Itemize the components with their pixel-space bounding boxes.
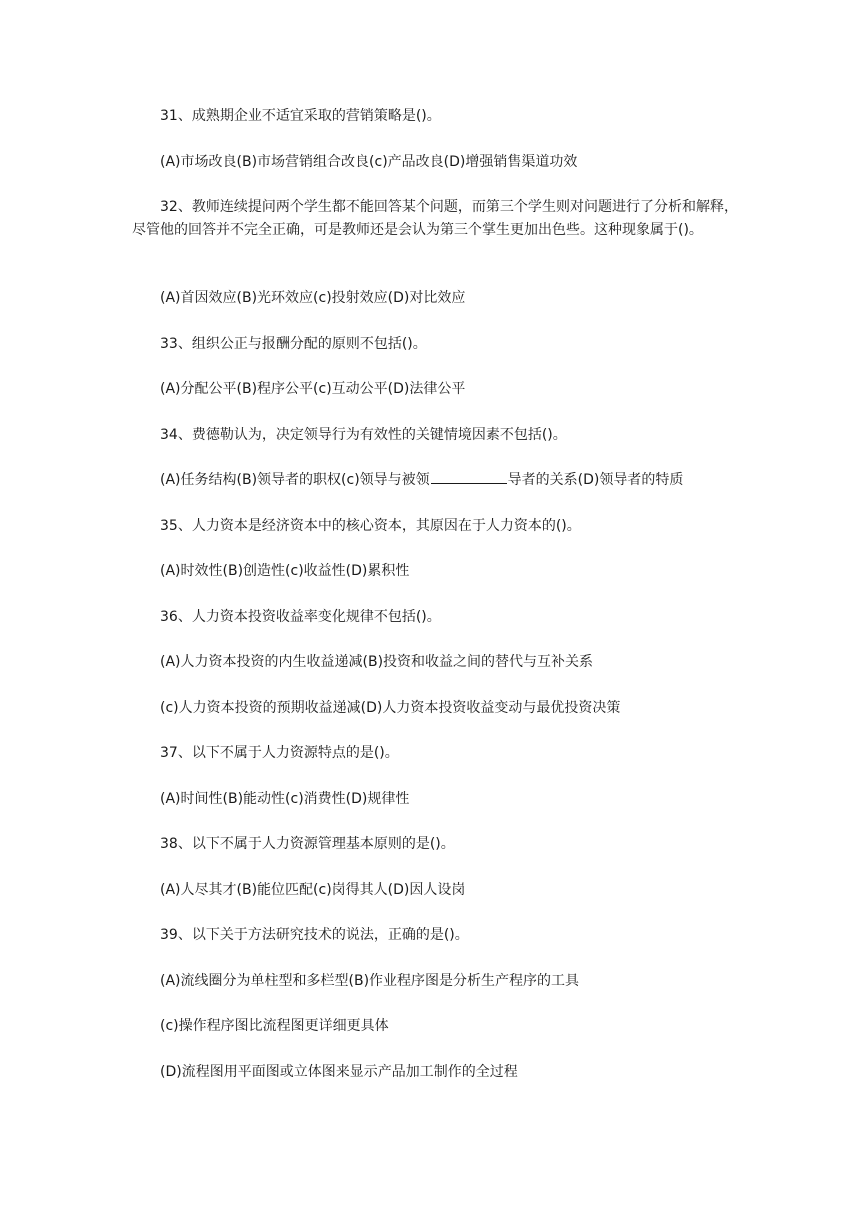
- question-32-options: (A)首因效应(B)光环效应(c)投射效应(D)对比效应: [160, 290, 466, 306]
- question-36-options-line1: (A)人力资本投资的内生收益递减(B)投资和收益之间的替代与互补关系: [160, 654, 594, 670]
- question-38-options: (A)人尽其才(B)能位匹配(c)岗得其人(D)因人设岗: [160, 882, 466, 898]
- question-33-options: (A)分配公平(B)程序公平(c)互动公平(D)法律公平: [160, 381, 466, 397]
- question-35-stem: 35、人力资本是经济资本中的核心资本，其原因在于人力资本的()。: [160, 518, 581, 534]
- question-31-stem: 31、成熟期企业不适宜采取的营销策略是()。: [160, 108, 441, 124]
- question-37-options: (A)时间性(B)能动性(c)消费性(D)规律性: [160, 791, 410, 807]
- question-34-stem: 34、费德勒认为，决定领导行为有效性的关键情境因素不包括()。: [160, 427, 567, 443]
- question-37-stem: 37、以下不属于人力资源特点的是()。: [160, 745, 399, 761]
- question-39-options-line2: (c)操作程序图比流程图更详细更具体: [160, 1018, 389, 1034]
- question-32-stem: 32、教师连续提问两个学生都不能回答某个问题，而第三个学生则对问题进行了分析和解释，尽管他的回答并不完全正确，可是教师还是会认为第三个掌生更加出色些。这种现象属于()。: [132, 199, 738, 238]
- question-35-options: (A)时效性(B)创造性(c)收益性(D)累积性: [160, 563, 410, 579]
- fill-in-blank: [431, 469, 507, 484]
- question-39-stem: 39、以下关于方法研究技术的说法，正确的是()。: [160, 927, 469, 943]
- question-34-options-part1: (A)任务结构(B)领导者的职权(c)领导与被领: [160, 472, 430, 488]
- question-39-options-line1: (A)流线圈分为单柱型和多栏型(B)作业程序图是分析生产程序的工具: [160, 973, 580, 989]
- question-31-options: (A)市场改良(B)市场营销组合改良(c)产品改良(D)增强销售渠道功效: [160, 154, 578, 170]
- question-36-stem: 36、人力资本投资收益率变化规律不包括()。: [160, 609, 441, 625]
- question-38-stem: 38、以下不属于人力资源管理基本原则的是()。: [160, 836, 455, 852]
- question-33-stem: 33、组织公正与报酬分配的原则不包括()。: [160, 336, 427, 352]
- question-36-options-line2: (c)人力资本投资的预期收益递减(D)人力资本投资收益变动与最优投资决策: [160, 700, 621, 716]
- question-34-options: [160, 469, 683, 491]
- question-34-options-part2: 导者的关系(D)领导者的特质: [507, 472, 684, 488]
- question-39-options-line3: (D)流程图用平面图或立体图来显示产品加工制作的全过程: [160, 1064, 518, 1080]
